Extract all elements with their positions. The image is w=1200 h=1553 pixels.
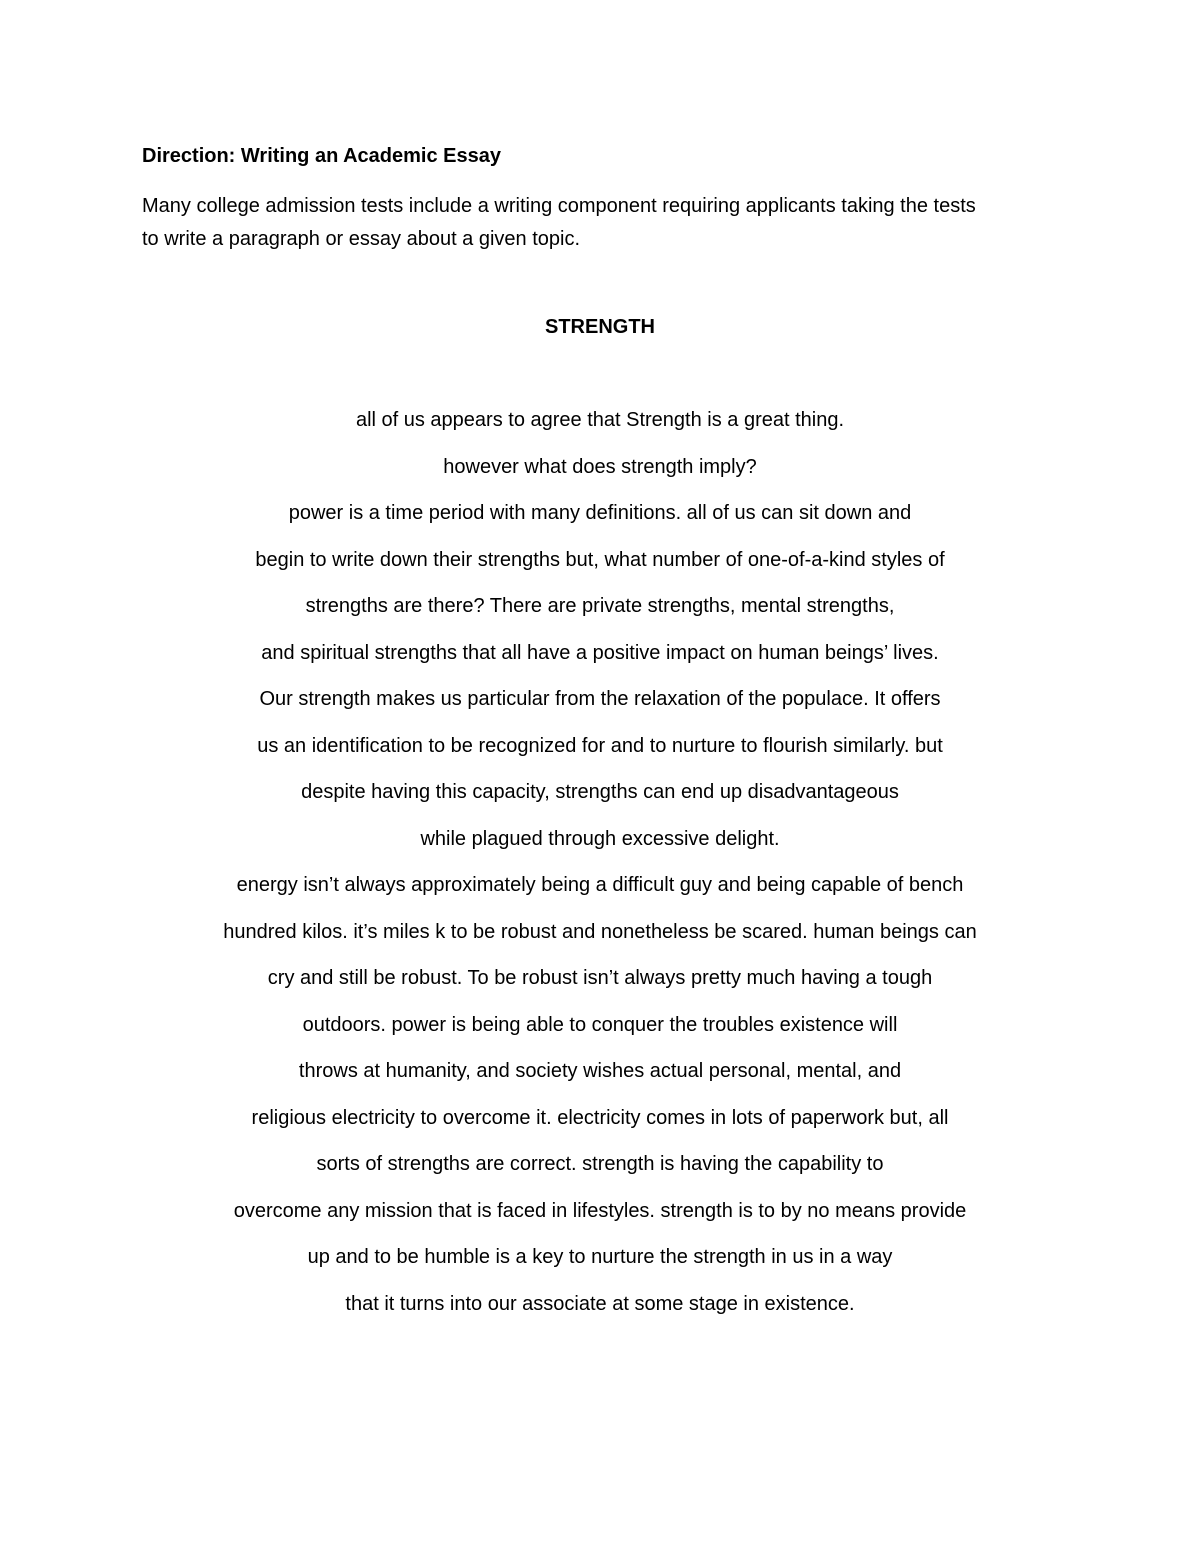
essay-line: despite having this capacity, strengths can end up disadvantageous bbox=[301, 781, 899, 803]
essay-line: Our strength makes us particular from the relaxation of the populace. It offers bbox=[259, 688, 941, 710]
essay-line: sorts of strengths are correct. strength is having the capability to bbox=[316, 1153, 884, 1175]
essay-line: throws at humanity, and society wishes actual personal, mental, and bbox=[298, 1060, 902, 1082]
essay-line: religious electricity to overcome it. electricity comes in lots of paperwork but, all bbox=[251, 1106, 949, 1129]
essay-line: strengths are there? There are private strengths, mental strengths, bbox=[305, 595, 895, 617]
essay-line: overcome any mission that is faced in lifestyles. strength is to by no means provide bbox=[233, 1199, 967, 1222]
essay-line: all of us appears to agree that Strength is a great thing. bbox=[355, 409, 845, 431]
essay-line: up and to be humble is a key to nurture the strength in us in a way bbox=[307, 1246, 893, 1268]
intro-line: to write a paragraph or essay about a given topic. bbox=[142, 228, 581, 250]
essay-title: STRENGTH bbox=[545, 316, 655, 338]
essay-line: power is a time period with many definitions. all of us can sit down and bbox=[288, 502, 912, 524]
essay-line: that it turns into our associate at some stage in existence. bbox=[345, 1292, 855, 1315]
essay-line: begin to write down their strengths but, what number of one-of-a-kind styles of bbox=[255, 548, 945, 571]
essay-line: and spiritual strengths that all have a positive impact on human beings’ lives. bbox=[261, 641, 939, 664]
essay-line: cry and still be robust. To be robust isn’t always pretty much having a tough bbox=[267, 967, 933, 989]
essay-line: us an identification to be recognized for and to nurture to flourish similarly. but bbox=[257, 734, 943, 757]
essay-line: while plagued through excessive delight. bbox=[420, 827, 780, 850]
essay-line: however what does strength imply? bbox=[443, 455, 757, 478]
essay-line: outdoors. power is being able to conquer the troubles existence will bbox=[302, 1013, 898, 1036]
essay-line: energy isn’t always approximately being a difficult guy and being capable of bench bbox=[236, 874, 964, 896]
intro-line: Many college admission tests include a writing component requiring applicants taking the tests bbox=[142, 195, 976, 217]
direction-heading: Direction: Writing an Academic Essay bbox=[142, 145, 501, 167]
essay-line: hundred kilos. it’s miles k to be robust and nonetheless be scared. human beings can bbox=[223, 920, 977, 943]
intro-paragraph bbox=[142, 190, 1062, 256]
essay-body bbox=[0, 405, 1200, 1335]
